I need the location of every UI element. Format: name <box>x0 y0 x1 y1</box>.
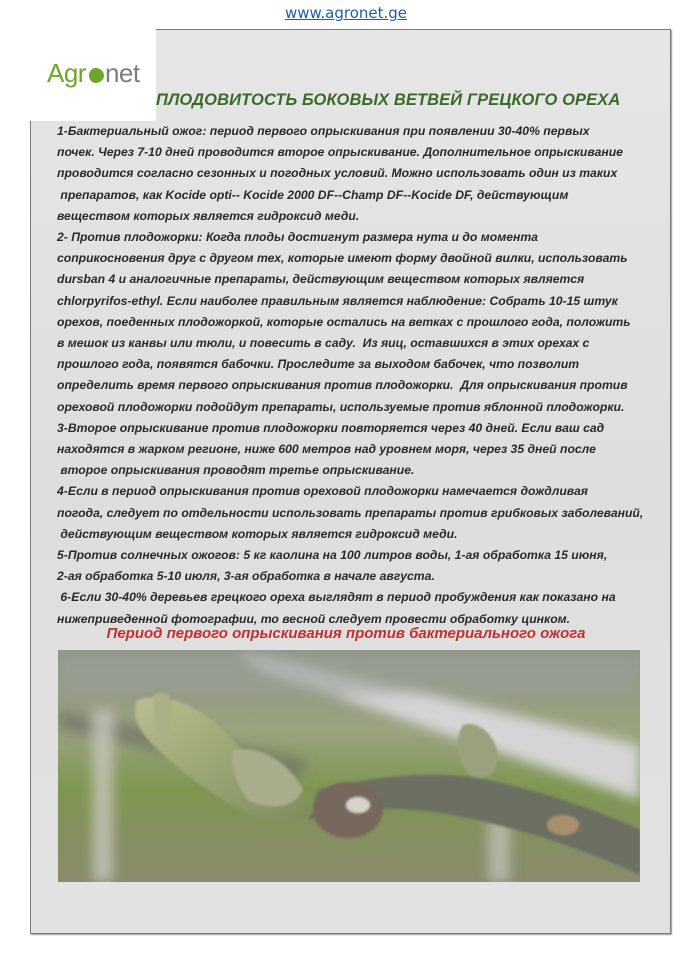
body-line: соприкосновения друг с другом тех, которые имеют форму двойной вилки, использовать <box>57 251 628 266</box>
body-line: 5-Против солнечных ожогов: 5 кг каолина на 100 литров воды, 1-ая обработка 15 июня, <box>57 548 608 563</box>
site-url-link[interactable]: www.agronet.ge <box>284 4 408 22</box>
body-line: 6-Если 30-40% деревьев грецкого ореха выглядят в период пробуждения как показано на <box>57 590 616 605</box>
document-title: ПЛОДОВИТОСТЬ БОКОВЫХ ВЕТВЕЙ ГРЕЦКОГО ОРЕХА <box>156 91 621 109</box>
leaf-globe-icon <box>87 68 104 83</box>
body-line: 2- Против плодожорки: Когда плоды достигнут размера нута и до момента <box>57 230 538 245</box>
body-line: 1-Бактериальный ожог: период первого опрыскивания при появлении 30-40% первых <box>57 124 590 138</box>
body-line: препаратов, как Kocide opti-- Kocide 2000 DF--Champ DF--Kocide DF, действующим <box>57 187 569 202</box>
logo-text-left: Agr <box>47 58 86 88</box>
agronet-logo <box>47 58 140 89</box>
body-line: ореховой плодожорки подойдут препараты, используемые против яблонной плодожорки. <box>57 399 625 414</box>
body-line: 4-Если в период опрыскивания против ореховой плодожорки намечается дождливая <box>57 484 588 499</box>
body-line: прошлого года, появятся бабочки. Проследите за выходом бабочек, что позволит <box>57 357 580 372</box>
body-line: находятся в жарком регионе, ниже 600 метров над уровнем моря, через 35 дней после <box>57 442 596 457</box>
walnut-bud-photo-graphic <box>58 650 640 882</box>
body-line: в мешок из канвы или тюли, и повесить в саду. Из яиц, оставшихся в этих орехах с <box>57 336 590 351</box>
body-line: проводится согласно сезонных и погодных условий. Можно использовать один из таких <box>57 166 618 181</box>
body-line: погода, следует по отдельности использовать препараты против грибковых заболеваний, <box>57 505 644 520</box>
body-line: веществом которых является гидроксид меди. <box>57 208 360 223</box>
photo-caption: Период первого опрыскивания против бактериального ожога <box>106 625 586 642</box>
body-line: почек. Через 7-10 дней проводится второе опрыскивание. Дополнительное опрыскивание <box>57 145 623 160</box>
logo-text-right: net <box>104 58 140 88</box>
body-line: действующим веществом которых является гидроксид меди. <box>57 526 458 541</box>
body-line: chlorpyrifos-ethyl. Если наиболее правильным является наблюдение: Собрать 10-15 штук <box>57 293 618 308</box>
body-line: нижеприведенной фотографии, то весной следует провести обработку цинком. <box>57 611 571 626</box>
body-line: dursban 4 и аналогичные препараты, действующим веществом которых является <box>57 272 585 287</box>
body-line: 2-ая обработка 5-10 июля, 3-ая обработка в начале августа. <box>57 569 435 584</box>
body-line: определить время первого опрыскивания против плодожорки. Для опрыскивания против <box>57 378 628 393</box>
body-line: 3-Второе опрыскивание против плодожорки повторяется через 40 дней. Если ваш сад <box>57 420 605 435</box>
walnut-bud-photo <box>58 650 640 882</box>
body-line: второе опрыскивания проводят третье опрыскивание. <box>57 463 415 478</box>
body-line: орехов, поеденных плодожоркой, которые остались на ветках с прошлого года, положить <box>57 314 631 329</box>
document-body <box>57 121 667 630</box>
